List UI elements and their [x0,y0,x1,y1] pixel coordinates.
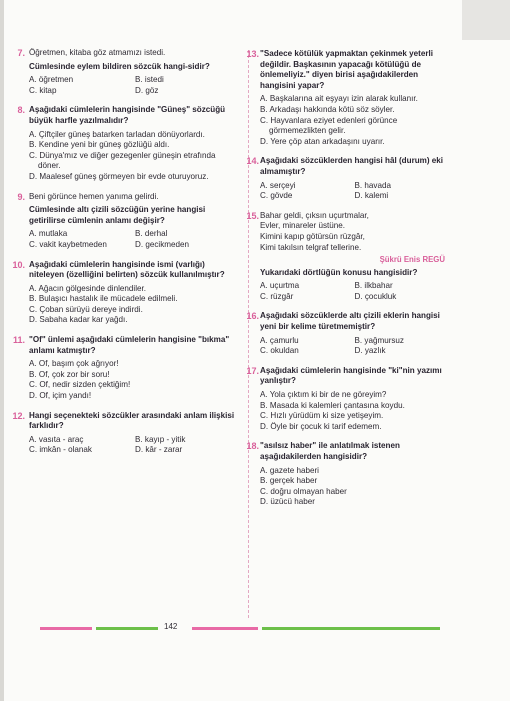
option-b[interactable]: B. Arkadaşı hakkında kötü söz söyler. [260,104,395,114]
question-number: 14. [246,156,259,167]
option-b[interactable]: B. istedi [135,75,164,85]
question-stem: Cümlesinde eylem bildiren sözcük hangi-sidir? [29,61,210,71]
option-c[interactable]: C. Of, nedir sizden çektiğim! [29,380,131,390]
options [29,359,237,401]
options [260,336,445,357]
question-number: 13. [246,49,259,59]
option-a[interactable]: A. mutlaka [29,229,68,239]
footer-bar-green-2 [262,627,440,630]
question-10 [12,259,237,327]
question-11 [12,335,237,402]
option-d[interactable]: D. yazlık [354,346,386,356]
option-d[interactable]: D. göz [135,85,159,95]
option-c[interactable]: C. Hayvanlara eziyet edenleri görünce görmemezlikten gelir. [260,115,398,136]
options [260,94,445,147]
option-a[interactable]: A. Başkalarına ait eşyayı izin alarak kullanır. [260,94,418,104]
question-14 [246,156,445,201]
page-corner-shadow [462,0,510,40]
right-column [246,49,445,508]
option-c[interactable]: C. imkân - olanak [29,445,92,455]
option-a[interactable]: A. Of, başım çok ağrıyor! [29,359,119,369]
options [260,466,445,508]
option-c[interactable]: C. Hızlı yürüdüm ki size yetişeyim. [260,411,384,421]
options [29,229,237,250]
footer-bar-pink-2 [192,627,258,630]
question-stem: Aşağıdaki sözcüklerden hangisi hâl (durum) eki almamıştır? [260,156,444,176]
question-stem: Aşağıdaki cümlelerin hangisinde ismi (varlığı) niteleyen (özelliğini belirten) sözcük kullanılmıştır? [29,259,225,280]
option-d[interactable]: D. üzücü haber [260,497,315,507]
option-c[interactable]: C. Dünya'mız ve diğer gezegenler güneşin etrafında döner. [29,150,216,171]
option-a[interactable]: A. vasıta - araç [29,434,84,444]
option-d[interactable]: D. çocukluk [354,291,397,301]
option-a[interactable]: A. Yola çıktım ki bir de ne göreyim? [260,390,387,400]
options [260,181,445,202]
question-8 [17,105,237,182]
question-15 [246,210,445,303]
option-b[interactable]: B. kayıp - yitik [135,434,186,444]
option-d[interactable]: D. gecikmeden [135,239,189,249]
option-a[interactable]: A. gazete haberi [260,465,319,475]
option-a[interactable]: A. çamurlu [260,335,299,345]
column-divider [248,50,249,618]
options [260,390,445,432]
option-b[interactable]: B. Bulaşıcı hastalık ile mücadele edilmeli. [29,294,178,304]
question-number: 12. [12,410,25,421]
question-number: 10. [12,259,25,270]
option-d[interactable]: D. Sabaha kadar kar yağdı. [29,315,128,325]
option-b[interactable]: B. Of, çok zor bir soru! [29,369,110,379]
option-c[interactable]: C. vakit kaybetmeden [29,239,107,249]
question-number: 7. [17,48,25,58]
option-c[interactable]: C. doğru olmayan haber [260,486,347,496]
option-b[interactable]: B. Kendine yeni bir güneş gözlüğü aldı. [29,140,170,150]
option-b[interactable]: B. gerçek haber [260,476,318,486]
question-number: 18. [246,441,259,452]
footer-bar-pink [40,627,92,630]
option-a[interactable]: A. serçeyi [260,180,296,190]
question-number: 9. [17,191,25,202]
option-b[interactable]: B. ilkbahar [354,281,393,291]
option-c[interactable]: C. gövde [260,191,293,201]
question-stem: Yukarıdaki dörtlüğün konusu hangisidir? [260,267,418,277]
question-stem: Aşağıdaki sözcüklerde altı çizili eklerin hangisi yeni bir kelime türetmemiştir? [260,311,440,332]
question-7 [17,48,237,96]
question-12 [12,410,237,456]
options [260,281,445,302]
option-d[interactable]: D. Maalesef güneş görmeyen bir evde oturuyoruz. [29,171,209,181]
option-a[interactable]: A. öğretmen [29,75,74,85]
question-stem: Aşağıdaki cümlelerin hangisinde "Güneş" sözcüğü büyük harfle yazılmalıdır? [29,105,226,125]
binding-strip [0,0,4,701]
question-number: 15. [246,210,259,221]
poem-line: Kimini kapıp götürsün rüzgâr, [260,231,365,241]
page-number: 142 [164,622,178,631]
question-stem: "Of" ünlemi aşağıdaki cümlelerin hangisine "bıkma" anlamı katmıştır? [29,335,230,355]
question-16 [246,311,445,356]
option-d[interactable]: D. Of, içim yandı! [29,391,92,401]
question-17 [246,365,445,433]
question-18 [246,441,445,508]
question-stem: Aşağıdaki cümlelerin hangisinde "ki"nin yazımı yanlıştır? [260,365,442,386]
option-d[interactable]: D. Öyle bir çocuk ki tarif edemem. [260,421,382,431]
option-d[interactable]: D. kalemi [354,191,389,201]
question-stem: Hangi seçenekteki sözcükler arasındaki anlam ilişkisi farklıdır? [29,410,235,431]
question-number: 11. [12,335,25,346]
option-b[interactable]: B. Masada ki kalemleri çantasına koydu. [260,400,405,410]
question-13 [246,49,445,147]
option-a[interactable]: A. Ağacın gölgesinde dinlendiler. [29,283,146,293]
poem-author: Şükrü Enis REGÜ [379,255,445,265]
poem-line: Bahar geldi, çıksın uçurtmalar, [260,210,369,220]
question-stem: Cümlesinde altı çizili sözcüğün yerine hangisi getirilirse cümlenin anlamı değişir? [29,205,206,225]
question-number: 8. [17,105,25,116]
options [29,435,237,456]
option-a[interactable]: A. Çiftçiler güneş batarken tarladan dönüyorlardı. [29,129,205,139]
footer-bar-green [96,627,158,630]
option-a[interactable]: A. uçurtma [260,281,300,291]
option-c[interactable]: C. okuldan [260,346,299,356]
option-c[interactable]: C. rüzgâr [260,291,294,301]
left-column [12,48,237,456]
poem-line: Evler, minareler üstüne. [260,221,346,231]
options [29,284,237,326]
option-d[interactable]: D. Yere çöp atan arkadaşını uyarır. [260,136,385,146]
option-c[interactable]: C. Çoban sürüyü dereye indirdi. [29,304,143,314]
option-c[interactable]: C. kitap [29,85,57,95]
option-d[interactable]: D. kâr - zarar [135,445,183,455]
page-footer [40,622,440,632]
poem [260,211,445,253]
options [29,130,237,183]
option-b[interactable]: B. havada [354,180,391,190]
question-text: Öğretmen, kitaba göz atmamızı istedi. [29,48,166,57]
options [29,75,237,96]
question-text: Beni görünce hemen yanıma gelirdi. [29,191,159,201]
question-number: 16. [246,311,259,322]
question-9 [17,191,237,251]
question-stem: "Sadece kötülük yapmaktan çekinmek yeterli değildir. Başkasının yapacağı kötülüğü de önlemeliyiz." diyen birisi aşağıdakilerden hangisini yapar? [260,49,433,90]
question-number: 17. [246,365,259,376]
option-b[interactable]: B. yağmursuz [354,335,404,345]
poem-line: Kimi takılsın telgraf tellerine. [260,242,362,252]
option-b[interactable]: B. derhal [135,229,168,239]
question-stem: "asılsız haber" ile anlatılmak istenen aşağıdakilerden hangisidir? [260,441,400,461]
